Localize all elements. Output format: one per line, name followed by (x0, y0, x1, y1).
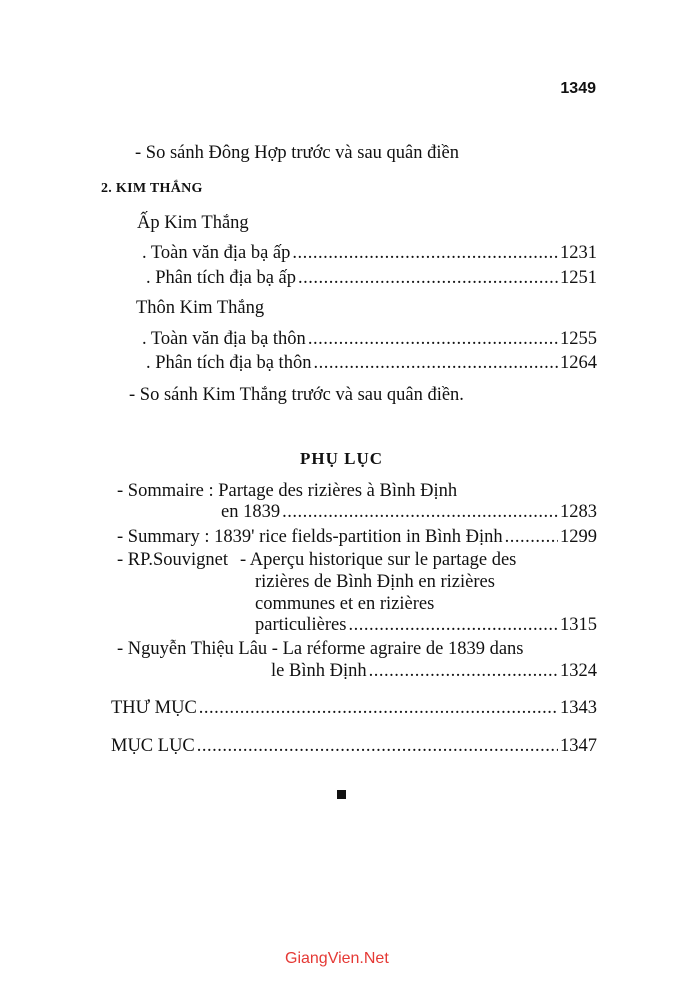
toc-entry-label: . Toàn văn địa bạ ấp (142, 243, 291, 263)
sommaire-line-1: - Sommaire : Partage des rizières à Bình Định (117, 481, 458, 501)
toc-leader-dots (282, 501, 558, 523)
toc-entry-page: 1283 (560, 502, 597, 522)
toc-leader-dots (348, 614, 558, 636)
kim-thang-compare-line: - So sánh Kim Thắng trước và sau quân điền. (129, 385, 464, 405)
toc-entry-label: MỤC LỤC (111, 736, 195, 756)
toc-entry-label: THƯ MỤC (111, 698, 197, 718)
toc-entry-page: 1315 (560, 615, 597, 635)
toc-entry-label: particulières (255, 615, 347, 635)
toc-entry (255, 614, 597, 636)
toc-entry-page: 1324 (560, 661, 597, 681)
toc-leader-dots (298, 267, 558, 289)
ap-kim-thang-heading: Ấp Kim Thắng (137, 213, 249, 233)
toc-entry-label: . Phân tích địa bạ ấp (146, 268, 297, 288)
page-number: 1349 (560, 80, 596, 97)
toc-entry-label: le Bình Định (271, 661, 367, 681)
toc-entry-page: 1343 (560, 698, 597, 718)
footer-watermark: GiangVien.Net (285, 950, 389, 967)
toc-entry-thu-muc (111, 697, 597, 719)
toc-entry (142, 242, 597, 264)
end-mark-square (337, 790, 346, 799)
souvignet-line-3: communes et en rizières (255, 594, 435, 614)
toc-entry-muc-luc (111, 735, 597, 757)
toc-leader-dots (308, 328, 558, 350)
toc-entry-page: 1231 (560, 243, 597, 263)
toc-entry (146, 267, 597, 289)
toc-leader-dots (292, 242, 558, 264)
toc-leader-dots (505, 526, 558, 548)
toc-leader-dots (197, 735, 558, 757)
souvignet-line-1: - Aperçu historique sur le partage des (240, 550, 517, 570)
toc-entry (117, 526, 597, 548)
toc-entry-label: . Toàn văn địa bạ thôn (142, 329, 306, 349)
toc-entry (146, 352, 597, 374)
section-heading-kim-thang: 2. KIM THẮNG (101, 181, 203, 196)
dong-hop-compare-line: - So sánh Đông Hợp trước và sau quân điền (135, 143, 459, 163)
toc-entry-label: . Phân tích địa bạ thôn (146, 353, 312, 373)
toc-leader-dots (369, 660, 558, 682)
souvignet-line-2: rizières de Bình Định en rizières (255, 572, 495, 592)
souvignet-author: - RP.Souvignet (117, 550, 229, 570)
toc-entry-page: 1347 (560, 736, 597, 756)
toc-entry-label: en 1839 (221, 502, 281, 522)
phu-luc-heading: PHỤ LỤC (300, 449, 384, 468)
toc-entry (271, 660, 597, 682)
toc-entry-page: 1255 (560, 329, 597, 349)
thon-kim-thang-heading: Thôn Kim Thắng (136, 298, 265, 318)
toc-leader-dots (199, 697, 558, 719)
toc-entry (221, 501, 597, 523)
toc-entry-page: 1264 (560, 353, 597, 373)
toc-entry-page: 1299 (560, 527, 597, 547)
lau-line-1: - Nguyễn Thiệu Lâu - La réforme agraire de 1839 dans (117, 639, 524, 659)
toc-entry (142, 328, 597, 350)
toc-entry-label: - Summary : 1839' rice fields-partition in Bình Định (117, 527, 503, 547)
toc-leader-dots (313, 352, 558, 374)
toc-entry-page: 1251 (560, 268, 597, 288)
